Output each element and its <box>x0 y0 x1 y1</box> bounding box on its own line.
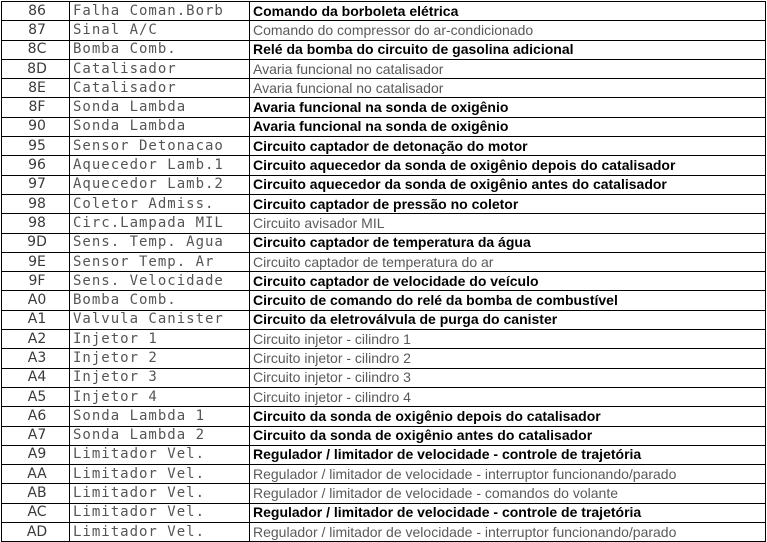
component-name-cell: Limitador Vel. <box>70 465 250 484</box>
table-row <box>2 387 766 406</box>
fault-code-cell: 8C <box>2 40 70 59</box>
table-row <box>2 40 766 59</box>
table-row <box>2 21 766 40</box>
fault-code-cell: AB <box>2 484 70 503</box>
fault-description-cell: Circuito aquecedor da sonda de oxigênio depois do catalisador <box>250 156 766 175</box>
fault-description-cell: Regulador / limitador de velocidade - interruptor funcionando/parado <box>250 465 766 484</box>
component-name-cell: Valvula Canister <box>70 310 250 329</box>
fault-code-cell: A2 <box>2 330 70 349</box>
component-name-cell: Limitador Vel. <box>70 484 250 503</box>
fault-code-table <box>1 1 766 542</box>
component-name-cell: Injetor 3 <box>70 368 250 387</box>
component-name-cell: Sens. Temp. Agua <box>70 233 250 252</box>
fault-code-cell: 9E <box>2 252 70 271</box>
fault-description-cell: Circuito da sonda de oxigênio antes do catalisador <box>250 426 766 445</box>
table-row <box>2 291 766 310</box>
table-row <box>2 330 766 349</box>
fault-description-cell: Avaria funcional na sonda de oxigênio <box>250 117 766 136</box>
component-name-cell: Injetor 1 <box>70 330 250 349</box>
component-name-cell: Bomba Comb. <box>70 291 250 310</box>
component-name-cell: Sonda Lambda <box>70 117 250 136</box>
component-name-cell: Aquecedor Lamb.2 <box>70 175 250 194</box>
fault-code-cell: A7 <box>2 426 70 445</box>
table-row <box>2 272 766 291</box>
fault-code-cell: A4 <box>2 368 70 387</box>
component-name-cell: Catalisador <box>70 59 250 78</box>
component-name-cell: Limitador Vel. <box>70 523 250 542</box>
fault-code-cell: 97 <box>2 175 70 194</box>
table-row <box>2 484 766 503</box>
table-row <box>2 465 766 484</box>
fault-description-cell: Regulador / limitador de velocidade - comandos do volante <box>250 484 766 503</box>
fault-code-cell: 98 <box>2 214 70 233</box>
table-row <box>2 79 766 98</box>
fault-description-cell: Circuito captador de pressão no coletor <box>250 194 766 213</box>
fault-description-cell: Circuito de comando do relé da bomba de combustível <box>250 291 766 310</box>
table-row <box>2 156 766 175</box>
fault-code-cell: A5 <box>2 387 70 406</box>
component-name-cell: Aquecedor Lamb.1 <box>70 156 250 175</box>
fault-description-cell: Avaria funcional na sonda de oxigênio <box>250 98 766 117</box>
component-name-cell: Circ.Lampada MIL <box>70 214 250 233</box>
fault-code-cell: 8F <box>2 98 70 117</box>
table-row <box>2 98 766 117</box>
component-name-cell: Sens. Velocidade <box>70 272 250 291</box>
fault-code-cell: 9F <box>2 272 70 291</box>
fault-description-cell: Regulador / limitador de velocidade - interruptor funcionando/parado <box>250 523 766 542</box>
table-row <box>2 233 766 252</box>
component-name-cell: Injetor 2 <box>70 349 250 368</box>
fault-description-cell: Circuito captador de temperatura da água <box>250 233 766 252</box>
fault-code-cell: AC <box>2 503 70 522</box>
fault-description-cell: Circuito injetor - cilindro 1 <box>250 330 766 349</box>
fault-description-cell: Comando da borboleta elétrica <box>250 2 766 21</box>
table-row <box>2 214 766 233</box>
fault-description-cell: Relé da bomba do circuito de gasolina adicional <box>250 40 766 59</box>
fault-code-cell: 95 <box>2 137 70 156</box>
fault-code-cell: A0 <box>2 291 70 310</box>
fault-description-cell: Circuito injetor - cilindro 2 <box>250 349 766 368</box>
fault-code-cell: 87 <box>2 21 70 40</box>
component-name-cell: Sinal A/C <box>70 21 250 40</box>
component-name-cell: Injetor 4 <box>70 387 250 406</box>
fault-description-cell: Comando do compressor do ar-condicionado <box>250 21 766 40</box>
fault-description-cell: Circuito aquecedor da sonda de oxigênio antes do catalisador <box>250 175 766 194</box>
fault-description-cell: Circuito da eletroválvula de purga do canister <box>250 310 766 329</box>
table-row <box>2 503 766 522</box>
table-row <box>2 349 766 368</box>
fault-code-cell: A6 <box>2 407 70 426</box>
component-name-cell: Falha Coman.Borb <box>70 2 250 21</box>
table-row <box>2 137 766 156</box>
table-row <box>2 252 766 271</box>
fault-description-cell: Circuito injetor - cilindro 3 <box>250 368 766 387</box>
fault-code-cell: AA <box>2 465 70 484</box>
fault-code-cell: A9 <box>2 445 70 464</box>
table-row <box>2 194 766 213</box>
component-name-cell: Limitador Vel. <box>70 445 250 464</box>
fault-code-cell: 86 <box>2 2 70 21</box>
fault-description-cell: Avaria funcional no catalisador <box>250 59 766 78</box>
component-name-cell: Sonda Lambda 2 <box>70 426 250 445</box>
component-name-cell: Sonda Lambda <box>70 98 250 117</box>
fault-description-cell: Circuito captador de temperatura do ar <box>250 252 766 271</box>
table-row <box>2 407 766 426</box>
table-row <box>2 445 766 464</box>
fault-code-cell: A1 <box>2 310 70 329</box>
table-row <box>2 368 766 387</box>
component-name-cell: Coletor Admiss. <box>70 194 250 213</box>
table-row <box>2 175 766 194</box>
component-name-cell: Bomba Comb. <box>70 40 250 59</box>
fault-code-cell: 8D <box>2 59 70 78</box>
fault-description-cell: Regulador / limitador de velocidade - controle de trajetória <box>250 445 766 464</box>
table-row <box>2 310 766 329</box>
fault-description-cell: Circuito injetor - cilindro 4 <box>250 387 766 406</box>
fault-code-cell: 98 <box>2 194 70 213</box>
table-row <box>2 2 766 21</box>
fault-code-cell: A3 <box>2 349 70 368</box>
fault-code-cell: 8E <box>2 79 70 98</box>
fault-code-table-body <box>2 2 766 542</box>
component-name-cell: Sensor Detonacao <box>70 137 250 156</box>
component-name-cell: Sonda Lambda 1 <box>70 407 250 426</box>
fault-description-cell: Circuito captador de velocidade do veículo <box>250 272 766 291</box>
table-row <box>2 59 766 78</box>
fault-code-cell: AD <box>2 523 70 542</box>
table-row <box>2 117 766 136</box>
component-name-cell: Limitador Vel. <box>70 503 250 522</box>
fault-code-cell: 9D <box>2 233 70 252</box>
table-row <box>2 523 766 542</box>
fault-description-cell: Circuito avisador MIL <box>250 214 766 233</box>
fault-description-cell: Regulador / limitador de velocidade - controle de trajetória <box>250 503 766 522</box>
fault-description-cell: Circuito captador de detonação do motor <box>250 137 766 156</box>
fault-code-cell: 96 <box>2 156 70 175</box>
table-row <box>2 426 766 445</box>
fault-code-cell: 90 <box>2 117 70 136</box>
component-name-cell: Sensor Temp. Ar <box>70 252 250 271</box>
component-name-cell: Catalisador <box>70 79 250 98</box>
fault-description-cell: Avaria funcional no catalisador <box>250 79 766 98</box>
fault-description-cell: Circuito da sonda de oxigênio depois do catalisador <box>250 407 766 426</box>
